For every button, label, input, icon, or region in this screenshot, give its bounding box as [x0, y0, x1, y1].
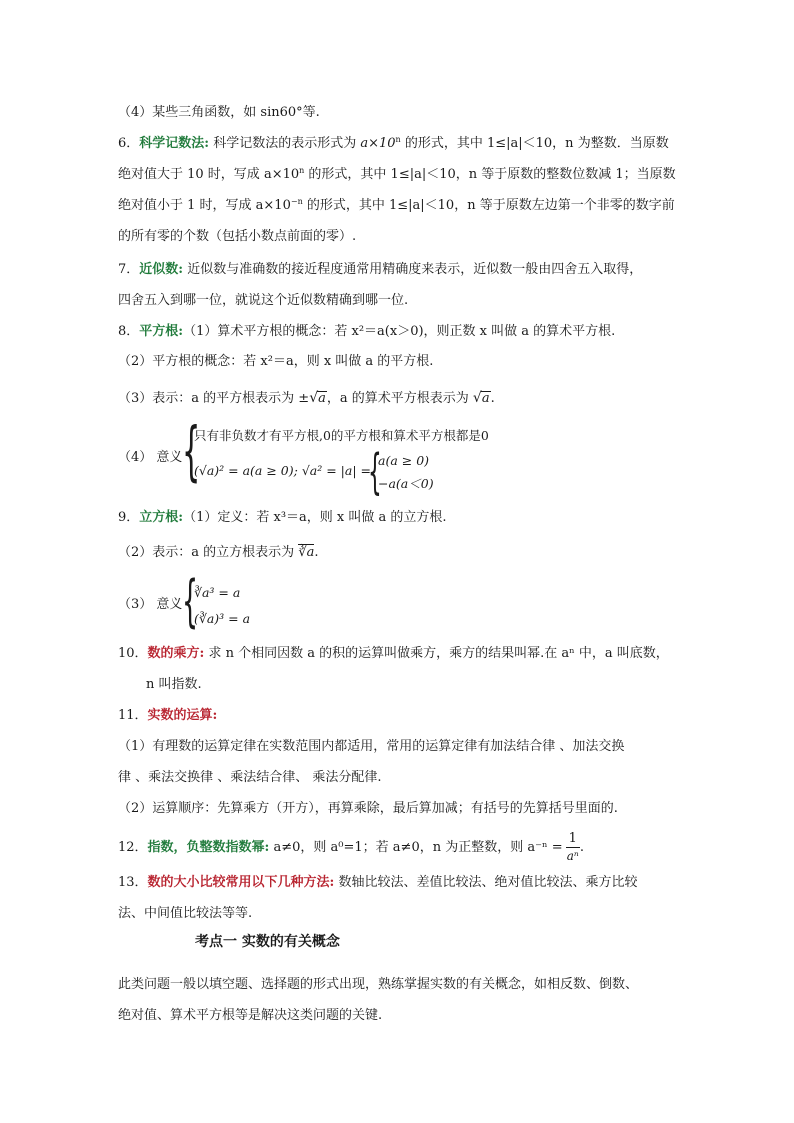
section-number: 6． [118, 136, 140, 151]
text: 绝对值小于 1 时，写成 a×10 [118, 198, 291, 213]
section-number: 10． [118, 646, 148, 661]
section-11-line-2: 律 、乘法交换律 、乘法结合律、 乘法分配律. [118, 770, 382, 785]
case-negative: −a(a＜0) [378, 476, 434, 491]
text: 绝对值大于 10 时，写成 a×10 [118, 167, 300, 182]
section-keyword: 指数，负整数指数幂: [147, 840, 270, 855]
section-12-line [118, 831, 688, 867]
section-8-line-3 [118, 389, 688, 408]
section-8-meaning-label: （4） 意义 [118, 450, 183, 465]
topic-heading: 考点一 实数的有关概念 [195, 934, 340, 950]
text: 求 n 个相同因数 a 的积的运算叫做乘方，乘方的结果叫幂.在 aⁿ 中，a 叫底数， [204, 646, 669, 661]
text: . [490, 391, 495, 406]
fraction [566, 831, 580, 864]
text: . [314, 545, 319, 560]
section-7-line-1 [118, 261, 688, 279]
text: 近似数与准确数的接近程度通常用精确度来表示，近似数一般由四舍五入取得， [183, 262, 643, 277]
section-10-line-2: n 叫指数. [146, 677, 202, 692]
section-6-line-2 [118, 166, 688, 184]
cube-identity-1: ∛a³ = a [194, 585, 241, 600]
section-13-line-2: 法、中间值比较法等等. [118, 906, 253, 921]
text: 的形式，其中 1≤|a|＜10，n 为整数．当原数 [400, 136, 669, 151]
section-number: 9． [118, 510, 140, 525]
section-keyword: 立方根: [139, 510, 184, 525]
case-nonnegative: a(a ≥ 0) [378, 453, 430, 468]
section-6-line-4: 的所有零的个数（包括小数点前面的零）. [118, 229, 357, 244]
radical-icon: √ [309, 390, 319, 406]
section-11-line-1: （1）有理数的运算定律在实数范围内都适用，常用的运算定律有加法结合律 、加法交换 [118, 739, 625, 754]
cube-identity-2: (∛a)³ = a [194, 611, 251, 626]
radical-icon: √ [472, 390, 482, 406]
text: ，a 的算术平方根表示为 [326, 391, 473, 406]
cube-root-expr: ∛a [298, 545, 315, 560]
section-keyword: 实数的运算: [147, 708, 218, 723]
text: （1）算术平方根的概念：若 x²＝a(x＞0)，则正数 x 叫做 a 的算术平方根. [183, 324, 616, 339]
radicand: a [318, 391, 326, 406]
radicand: a [481, 391, 490, 406]
text: 的形式，其中 1≤|a|＜10，n 等于原数左边第一个非零的数字前 [302, 198, 675, 213]
text: 数轴比较法、差值比较法、绝对值比较法、乘方比较 [334, 875, 638, 890]
text: a≠0，则 a⁰=1；若 a≠0，n 为正整数，则 a⁻ⁿ = [269, 840, 563, 855]
section-8-line-2: （2）平方根的概念：若 x²＝a，则 x 叫做 a 的平方根. [118, 354, 434, 369]
section-7-line-2: 四舍五入到哪一位，就说这个近似数精确到哪一位. [118, 293, 409, 308]
superscript: −n [290, 197, 303, 206]
meaning-line-bottom: (√a)² = a(a ≥ 0); √a² = |a| = [194, 463, 371, 478]
fraction-numerator: 1 [566, 831, 580, 848]
section-13-line-1 [118, 874, 688, 892]
section-keyword: 平方根: [139, 324, 184, 339]
section-number: 12． [118, 840, 148, 855]
section-9-line-2 [118, 544, 688, 562]
section-number: 7． [118, 262, 140, 277]
left-brace-icon: { [182, 415, 201, 489]
superscript: n [395, 135, 401, 144]
section-keyword: 近似数: [139, 262, 184, 277]
text: 的形式，其中 1≤|a|＜10，n 等于原数的整数位数减 1；当原数 [304, 167, 676, 182]
paragraph-line-1: 此类问题一般以填空题、选择题的形式出现，熟练掌握实数的有关概念，如相反数、倒数、 [118, 977, 639, 992]
section-number: 13． [118, 875, 148, 890]
section-10-line-1 [118, 645, 688, 663]
meaning-line-top: 只有非负数才有平方根,0的平方根和算术平方根都是0 [194, 428, 489, 443]
text: （2）表示：a 的立方根表示为 [118, 545, 299, 560]
superscript: n [299, 166, 305, 175]
left-brace-icon: { [182, 569, 199, 634]
section-keyword: 数的乘方: [147, 646, 205, 661]
section-number: 8． [118, 324, 140, 339]
paragraph-line-2: 绝对值、算术平方根等是解决这类问题的关键. [118, 1008, 383, 1023]
fraction-denominator: aⁿ [566, 849, 579, 863]
section-6-line-3 [118, 197, 688, 215]
section-9-line-1 [118, 509, 688, 527]
section-6-line-1 [118, 135, 688, 153]
text: . [579, 840, 585, 855]
section-11-line-3: （2）运算顺序：先算乘方（开方），再算乘除，最后算加减；有括号的先算括号里面的. [118, 801, 618, 816]
section-keyword: 数的大小比较常用以下几种方法: [147, 875, 335, 890]
text: 科学记数法的表示形式为 [209, 136, 361, 151]
math-expr: a×10 [360, 136, 396, 151]
left-brace-icon: { [368, 444, 382, 500]
text: （1）定义：若 x³＝a，则 x 叫做 a 的立方根. [183, 510, 447, 525]
section-11-heading [118, 707, 688, 725]
section-number: 11． [118, 708, 148, 723]
section-8-line-1 [118, 323, 688, 341]
line-trig-example: （4）某些三角函数，如 sin60°等. [118, 105, 320, 120]
section-keyword: 科学记数法: [139, 136, 210, 151]
text: （3）表示：a 的平方根表示为 ± [118, 391, 310, 406]
section-9-meaning-label: （3） 意义 [118, 597, 183, 612]
